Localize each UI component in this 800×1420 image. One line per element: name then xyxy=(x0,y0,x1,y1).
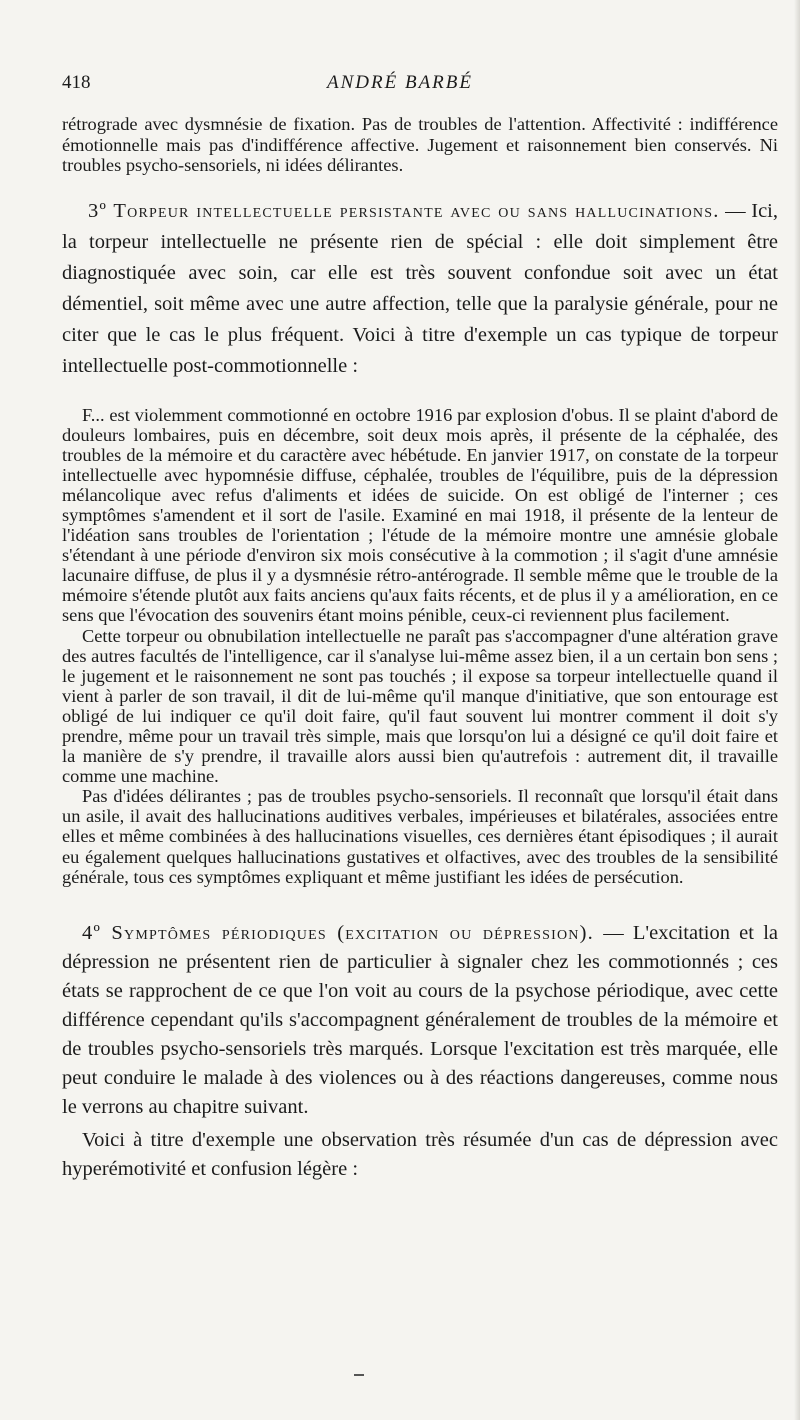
paragraph-continuation: rétrograde avec dysmnésie de fixation. Pas de troubles de l'attention. Affectivité : indifférence émotionnelle mais pas d'indifférence affective. Jugement et raisonnement bien conservés. Ni troubles psycho-sensoriels, ni idées délirantes. xyxy=(62,114,778,175)
section-4-body: — L'excitation et la dépression ne présentent rien de particulier à signaler chez les commotionnés ; ces états se rapprochent de ce que l'on voit au cours de la psychose périodique, avec cette différence cependant qu'ils s'accompagnent généralement de troubles de la mémoire et de troubles psycho-sensoriels très marqués. Lorsque l'excitation est très marquée, elle peut conduire le malade à des violences ou à des réactions dangereuses, comme nous le verrons au chapitre suivant. xyxy=(62,921,778,1118)
case-paragraph-3: Pas d'idées délirantes ; pas de troubles psycho-sensoriels. Il reconnaît que lorsqu'il était dans un asile, il avait des hallucinations auditives verbales, impérieuses et bilatérales, associées entre elles et même combinées à des hallucinations visuelles, ces dernières étant épisodiques ; il aurait eu également quelques hallucinations gustatives et olfactives, avec des troubles de la sensibilité générale, tous ces symptômes expliquant et même justifiant les idées de persécution. xyxy=(62,786,778,887)
closing-paragraph: Voici à titre d'exemple une observation très résumée d'un cas de dépression avec hyperémotivité et confusion légère : xyxy=(62,1128,778,1180)
page-number: 418 xyxy=(62,72,91,93)
section-3 xyxy=(62,196,778,382)
page-edge xyxy=(794,0,800,1420)
section-4 xyxy=(62,919,778,1122)
section-3-heading: 3º Torpeur intellectuelle persistante avec ou sans hallucinations. xyxy=(88,199,720,222)
page-body xyxy=(62,114,778,1184)
footer-mark xyxy=(354,1374,364,1376)
case-paragraph-1: F... est violemment commotionné en octobre 1916 par explosion d'obus. Il se plaint d'abord de douleurs lombaires, puis en décembre, soit deux mois après, il présente de la céphalée, des troubles de la mémoire et du caractère avec hébétude. En janvier 1917, on constate de la torpeur intellectuelle avec hypomnésie diffuse, céphalée, troubles de l'équilibre, puis de la dépression mélancolique avec refus d'aliments et idées de suicide. On est obligé de l'interner ; ces symptômes s'amendent et il sort de l'asile. Examiné en mai 1918, il présente de la lenteur de l'idéation sans troubles de l'orientation ; l'étude de la mémoire montre une amnésie globale s'étendant à une période d'environ six mois consécutive à la commotion ; il s'agit d'une amnésie lacunaire diffuse, de plus il y a dysmnésie rétro-antérograde. Il semble même que le trouble de la mémoire s'étende plutôt aux faits anciens qu'aux faits récents, et de plus il y a amélioration, en ce sens que l'évocation des souvenirs étant moins pénible, ceux-ci reviennent plus facilement. xyxy=(62,404,778,626)
page-header xyxy=(62,72,738,96)
section-4-heading: 4º Symptômes périodiques (excitation ou dépression). xyxy=(82,921,594,944)
case-paragraph-2: Cette torpeur ou obnubilation intellectuelle ne paraît pas s'accompagner d'une altération grave des autres facultés de l'intelligence, car il s'analyse lui-même assez bien, il a un certain bon sens ; le jugement et le raisonnement ne sont pas touchés ; il expose sa torpeur intellectuelle quand il vient à parler de son travail, il dit de lui-même qu'il manque d'initiative, que son entourage est obligé de lui indiquer ce qu'il doit faire, qu'il faut souvent lui montrer comment il doit s'y prendre, même pour un travail très simple, mais que lorsqu'on lui a désigné ce qu'il doit faire et la manière de s'y prendre, il travaille alors aussi bien qu'autrefois : autrement dit, il travaille comme une machine. xyxy=(62,625,778,787)
running-title: ANDRÉ BARBÉ xyxy=(327,72,473,93)
section-3-body: — Ici, la torpeur intellectuelle ne présente rien de spécial : elle doit simplement être diagnostiquée avec soin, car elle est très souvent confondue soit avec un état démentiel, soit même avec une autre affection, telle que la paralysie générale, pour ne citer que le cas le plus fréquent. Voici à titre d'exemple un cas typique de torpeur intellectuelle post-commotionnelle : xyxy=(62,199,778,377)
